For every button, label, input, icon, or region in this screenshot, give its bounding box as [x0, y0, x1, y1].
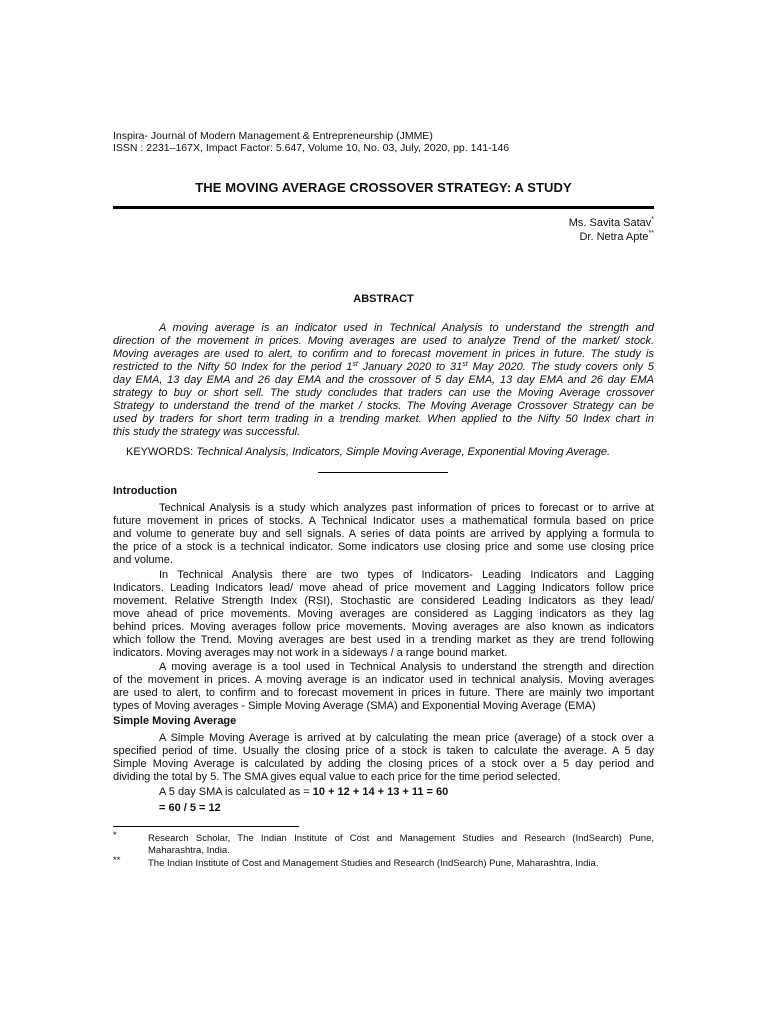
- abstract-line: used by traders for short term trading in a trending market. When applied to the Nifty 50 Index chart in: [113, 413, 654, 425]
- abstract-line: Moving averages are used to alert, to confirm and to forecast movement in prices in future. The study is: [113, 348, 654, 360]
- sma-line: A Simple Moving Average is arrived at by calculating the mean price (average) of a stock over a: [159, 732, 654, 744]
- intro-line: behind prices. Moving averages follow price movements. Moving averages are also known as indicators: [113, 621, 654, 633]
- keywords: [126, 446, 610, 459]
- intro-line: future movement in prices of stocks. A Technical Indicator uses a mathematical formula based on price: [113, 515, 654, 527]
- introduction-heading: Introduction: [113, 485, 178, 497]
- intro-line: movement. Relative Strength Index (RSI), Stochastic are considered Leading Indicators as they lead/: [113, 595, 654, 607]
- intro-line: and volume to generate buy and sell signals. A series of data points are arrived by applying a formula to: [113, 528, 654, 540]
- sma-calc-result: = 60 / 5 = 12: [159, 802, 221, 814]
- abstract-line: strategy to buy or short sell. The study concludes that traders can use the Moving Average crossover: [113, 387, 654, 399]
- intro-line: types of Moving averages - Simple Moving Average (SMA) and Exponential Moving Average (EMA): [113, 700, 596, 712]
- intro-line: A moving average is a tool used in Technical Analysis to understand the strength and direction: [159, 661, 654, 673]
- abstract-line: direction of the movement in prices. Moving averages are used to analyze Trend of the market/ stock.: [113, 335, 654, 347]
- title-rule: [113, 206, 654, 209]
- intro-line: indicators. Moving averages may not work in a sideways / a range bound market.: [113, 647, 508, 659]
- footnote-mark: *: [113, 830, 117, 841]
- keywords-label: KEYWORDS:: [126, 446, 197, 458]
- footnote-text: The Indian Institute of Cost and Management Studies and Research (IndSearch) Pune, Maharashtra, India.: [148, 858, 599, 869]
- sma-calc-value: 10 + 12 + 14 + 13 + 11 = 60: [312, 786, 449, 798]
- intro-line: move ahead of price movements. Moving averages are considered as Lagging indicators as they lag: [113, 608, 654, 620]
- sma-heading: Simple Moving Average: [113, 715, 237, 727]
- keywords-text: Technical Analysis, Indicators, Simple Moving Average, Exponential Moving Average.: [196, 446, 611, 458]
- keywords-divider: [318, 472, 448, 473]
- abstract-heading: ABSTRACT: [353, 293, 414, 305]
- intro-line: are used to alert, to confirm and to forecast movement in prices in future. There are mainly two important: [113, 687, 654, 699]
- footnote-text: Research Scholar, The Indian Institute of Cost and Management Studies and Research (IndSearch) Pune,: [148, 833, 654, 844]
- intro-line: and volume.: [113, 554, 173, 566]
- footnote-mark: **: [113, 855, 121, 866]
- journal-issn: ISSN : 2231–167X, Impact Factor: 5.647, Volume 10, No. 03, July, 2020, pp. 141-146: [113, 142, 510, 154]
- footnote-text: Maharashtra, India.: [148, 845, 230, 856]
- abstract-line: this study the strategy was successful.: [113, 426, 301, 438]
- journal-name: Inspira- Journal of Modern Management & Entrepreneurship (JMME): [113, 130, 433, 142]
- author-2: Dr. Netra Apte**: [579, 230, 654, 243]
- intro-line: In Technical Analysis there are two types of Indicators- Leading Indicators and Lagging: [159, 569, 654, 581]
- intro-line: Technical Analysis is a study which analyzes past information of prices to forecast or to arrive at: [159, 502, 654, 514]
- sma-line: dividing the total by 5. The SMA gives equal value to each price for the time period selected.: [113, 771, 561, 783]
- intro-line: of the movement in prices. A moving average is an indicator used in technical analysis. Moving averages: [113, 674, 654, 686]
- abstract-line: day EMA, 13 day EMA and 26 day EMA and the crossover of 5 day EMA, 13 day EMA and 26 day EMA: [113, 374, 654, 386]
- intro-line: Indicators. Leading Indicators lead/ move ahead of price movement and Lagging Indicators follow price: [113, 582, 654, 594]
- abstract-line: A moving average is an indicator used in Technical Analysis to understand the strength and: [159, 322, 654, 334]
- footnote-rule: [113, 826, 299, 827]
- author-1: Ms. Savita Satav*: [568, 216, 654, 229]
- sma-calculation: A 5 day SMA is calculated as = 10 + 12 + 14 + 13 + 11 = 60: [159, 786, 449, 798]
- intro-line: which follow the Trend. Moving averages are best used in a trending market as they are trend following: [113, 634, 654, 646]
- paper-title: THE MOVING AVERAGE CROSSOVER STRATEGY: A STUDY: [195, 180, 572, 195]
- sma-line: Simple Moving Average is calculated by adding the closing prices of a stock over a 5 day period and: [113, 758, 654, 770]
- intro-line: the price of a stock is a technical indicator. Some indicators use closing price and some use closing price: [113, 541, 654, 553]
- abstract-line: Strategy to understand the trend of the market / stocks. The Moving Average Crossover Strategy can be: [113, 400, 654, 412]
- sma-line: specified period of time. Usually the closing price of a stock is taken to calculate the average. A 5 day: [113, 745, 654, 757]
- abstract-line-dates: restricted to the Nifty 50 Index for the period 1st January 2020 to 31st May 2020. The study covers only 5: [113, 361, 654, 373]
